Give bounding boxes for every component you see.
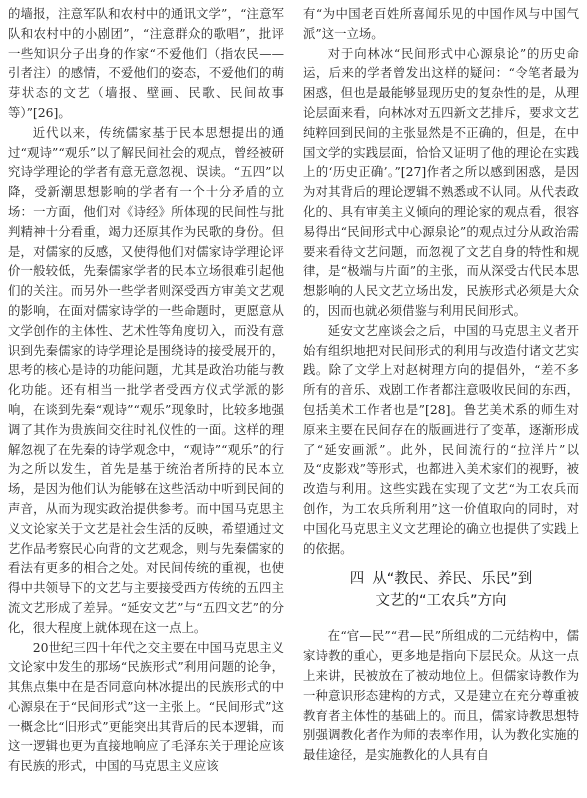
section-heading-text: 从“教民、养民、乐民”到 xyxy=(372,571,533,588)
right-column xyxy=(303,4,579,765)
left-column xyxy=(8,4,284,776)
paragraph: 延安文艺座谈会之后，中国的马克思主义者开始有组织地把对民间形式的利用与改造付诸文艺实践。除了文学上对赵树理方向的提倡外，“差不多所有的音乐、戏剧工作者都注意吸收民间的东西，包括美术工作者也是”[28]。鲁艺美术系的师生对原来主要在民间存在的版画进行了变革，逐渐形成了“延安画派”。此外，民间流行的“拉洋片”以及“皮影戏”等形式，也都进入美术家们的视野，被改造与利用。这些实践在实现了文艺“为工农兵而创作，为工农兵所利用”这一价值取向的同时，对中国化马克思主义文艺理论的确立也提供了实践上的依据。 xyxy=(303,322,579,556)
section-heading xyxy=(303,568,579,612)
section-heading-line1 xyxy=(303,568,579,590)
paragraph: 近代以来，传统儒家基于民本思想提出的通过“观诗”“观乐”以了解民间社会的观点，曾经被研究诗学理论的学者有意无意忽视、误读。“五四”以降，受新潮思想影响的学者有一个十分矛盾的立场：一方面，他们对《诗经》所体现的民间性与批判精神十分看重，竭力还原其作为民歌的身份。但是，对儒家的反感，又使得他们对儒家诗学理论评价一般较低，先秦儒家学者的民本立场很难引起他们的关注。而另外一些学者则深受西方审美文艺观的影响，在面对儒家诗学的一些命题时，更愿意从文学创作的主体性、艺术性等角度切入，而没有意识到先秦儒家的诗学理论是围绕诗的接受展开的，思考的核心是诗的功能问题，尤其是政治功能与教化功能。还有相当一批学者受西方仪式学派的影响，在谈到先秦“观诗”“观乐”现象时，比较多地强调了其作为贵族间交往时礼仪性的一面。这样的理解忽视了在先秦的诗学观念中，“观诗”“观乐”的行为之所以发生，首先是基于统治者所持的民本立场，是因为他们认为能够在这些活动中听到民间的声音，从而为现实政治提供参考。而中国马克思主义文论家关于文艺是社会生活的反映，希望通过文艺作品考察民心向背的文艺观念，则与先秦儒家的看法有更多的相合之处。对民间传统的重视，也使得中共领导下的文艺与主要接受西方传统的五四主流文艺形成了差异。“延安文艺”与“五四文艺”的分化，很大程度上就体现在这一点上。 xyxy=(8,124,284,635)
paragraph: 对于向林冰“民间形式中心源泉论”的历史命运，后来的学者曾发出这样的疑问：“令笔者最为困惑，但也是最能够显现历史的复杂性的是，从理论层面来看，向林冰对五四新文艺排斥，要求文艺纯粹回到民间的主张显然是不正确的，但是，在中国文学的实践层面，恰恰又证明了他的理论在实践上的‘历史正确’。”[27]作者之所以感到困惑，是因为对其背后的理论逻辑不熟悉或不认同。从代表政化的、具有审美主义倾向的理论家的观点看，很容易得出“民间形式中心源泉论”的观点过分从政治需要来看待文艺问题，而忽视了文艺自身的特性和规律，是“极端与片面”的主张，而从深受古代民本思想影响的人民文艺立场出发，民族形式必须是大众的，因而也就必须借鉴与利用民间形式。 xyxy=(303,45,579,318)
paragraph: 在“官—民”“君—民”所组成的二元结构中，儒家诗教的重心，更多地是指向下层民众。从这一点上来讲，民被放在了被动地位上。但儒家诗教作为一种意识形态建构的方式，又是建立在充分尊重被教育者主体性的基础上的。而且，儒家诗教思想特别强调教化者作为师的表率作用，认为教化实施的最佳途径，是实施教化的人具有自 xyxy=(303,628,579,763)
section-number: 四 xyxy=(349,571,371,588)
section-heading-line2: 文艺的“工农兵”方向 xyxy=(375,593,507,610)
paragraph: 的墙报，注意军队和农村中的通讯文学”，“注意军队和农村中的小剧团”，“注意群众的歌唱”，批评一些知识分子出身的作家“不爱他们（指农民——引者注）的感情，不爱他们的姿态，不爱他们的萌芽状态的文艺（墙报、壁画、民歌、民间故事等）”[26]。 xyxy=(8,6,284,120)
paragraph: 有“为中国老百姓所喜闻乐见的中国作风与中国气派”这一立场。 xyxy=(303,6,579,41)
paragraph: 20世纪三四十年代之交主要在中国马克思主义文论家中发生的那场“民族形式”利用问题的论争，其焦点集中在是否同意向林冰提出的民族形式的中心源泉在于“民间形式”这一主张上。“民间形式”这一概念比“旧形式”更能突出其背后的民本逻辑，而这一逻辑也更为直接地响应了毛泽东关于理论应该有民族的形式，中国的马克思主义应该 xyxy=(8,639,284,774)
